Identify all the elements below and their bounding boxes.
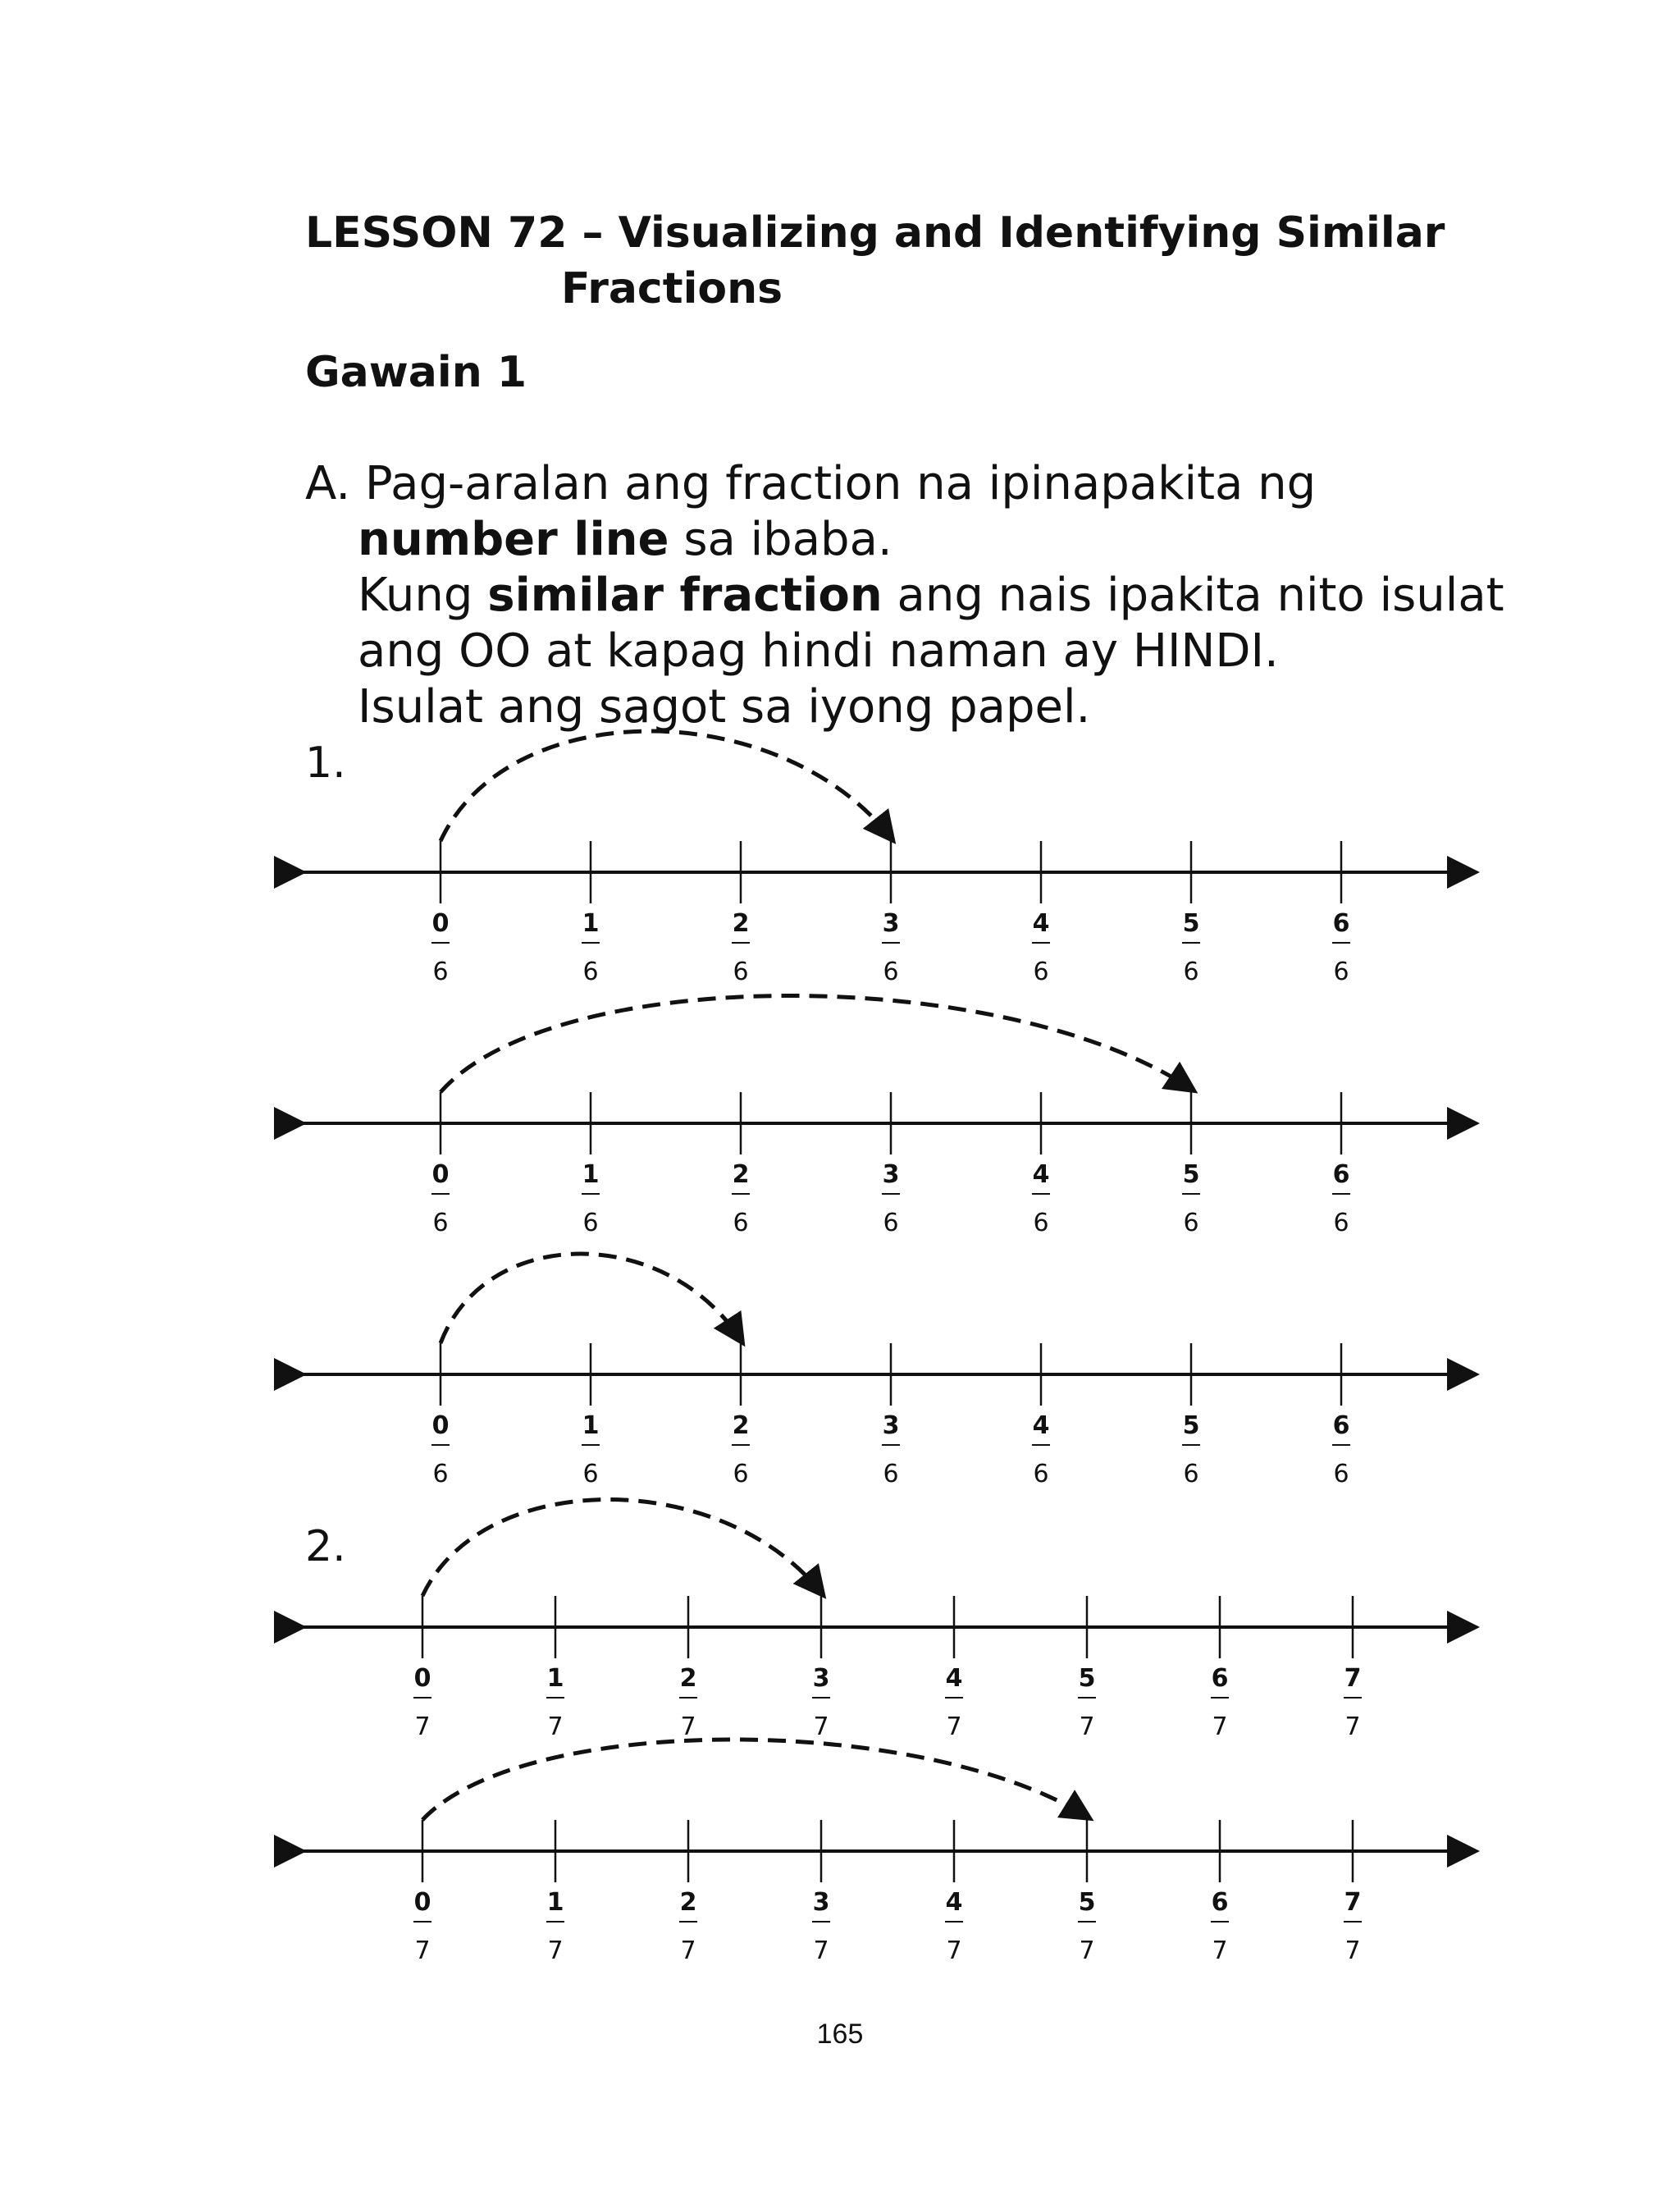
number-line (300, 1499, 1473, 1741)
lesson-title-line2: Fractions (561, 264, 783, 313)
fraction-numerator: 4 (945, 1664, 963, 1693)
item-number-1: 1. (305, 738, 346, 788)
fraction-numerator: 6 (1332, 1160, 1350, 1189)
dashed-jump-arrow (441, 1254, 741, 1343)
fraction-denominator: 7 (946, 1712, 962, 1741)
fraction-denominator: 6 (883, 1209, 899, 1237)
fraction-denominator: 7 (680, 1712, 696, 1741)
fraction-denominator: 7 (1212, 1712, 1228, 1741)
fraction-numerator: 3 (812, 1888, 830, 1917)
fraction-denominator: 6 (1333, 958, 1349, 986)
fraction-denominator: 6 (1033, 958, 1049, 986)
number-line (300, 995, 1473, 1237)
fraction-denominator: 6 (733, 1460, 749, 1488)
fraction-denominator: 7 (813, 1712, 829, 1741)
fraction-denominator: 7 (813, 1936, 829, 1965)
fraction-denominator: 7 (547, 1936, 564, 1965)
fraction-denominator: 6 (883, 958, 899, 986)
fraction-denominator: 6 (1183, 1460, 1199, 1488)
fraction-denominator: 6 (1333, 1460, 1349, 1488)
fraction-denominator: 7 (946, 1936, 962, 1965)
fraction-denominator: 7 (414, 1936, 431, 1965)
fraction-numerator: 1 (546, 1664, 564, 1693)
fraction-numerator: 3 (882, 909, 900, 938)
fraction-numerator: 6 (1211, 1664, 1229, 1693)
fraction-denominator: 6 (1183, 958, 1199, 986)
fraction-denominator: 6 (883, 1460, 899, 1488)
fraction-numerator: 2 (679, 1664, 697, 1693)
fraction-numerator: 0 (431, 1160, 450, 1189)
fraction-numerator: 4 (945, 1888, 963, 1917)
fraction-denominator: 6 (432, 958, 449, 986)
fraction-numerator: 1 (582, 1411, 600, 1440)
fraction-numerator: 6 (1332, 1411, 1350, 1440)
instruction-line3-rest: ang nais ipakita nito isulat (882, 569, 1504, 622)
number-line (300, 1740, 1473, 1965)
fraction-numerator: 3 (812, 1664, 830, 1693)
lesson-title-line1: LESSON 72 – Visualizing and Identifying Similar (305, 208, 1445, 258)
dashed-jump-arrow (422, 1499, 821, 1596)
number-line (300, 1254, 1473, 1488)
fraction-denominator: 6 (1333, 1209, 1349, 1237)
instruction-line5: Isulat ang sagot sa iyong papel. (358, 680, 1091, 734)
fraction-numerator: 5 (1182, 1160, 1200, 1189)
fraction-denominator: 6 (733, 958, 749, 986)
fraction-numerator: 2 (679, 1888, 697, 1917)
fraction-numerator: 2 (732, 1160, 750, 1189)
fraction-numerator: 1 (582, 1160, 600, 1189)
fraction-denominator: 7 (1344, 1936, 1361, 1965)
fraction-denominator: 6 (1033, 1460, 1049, 1488)
fraction-numerator: 1 (582, 909, 600, 938)
fraction-numerator: 0 (413, 1888, 431, 1917)
fraction-numerator: 4 (1032, 909, 1050, 938)
page-number: 165 (816, 2019, 864, 2050)
fraction-denominator: 6 (582, 1460, 599, 1488)
fraction-numerator: 2 (732, 1411, 750, 1440)
fraction-numerator: 5 (1078, 1888, 1096, 1917)
fraction-numerator: 5 (1182, 1411, 1200, 1440)
fraction-numerator: 0 (431, 1411, 450, 1440)
instruction-line1: A. Pag-aralan ang fraction na ipinapakita ng (305, 457, 1317, 510)
fraction-denominator: 6 (432, 1460, 449, 1488)
activity-heading: Gawain 1 (305, 348, 527, 397)
item-number-2: 2. (305, 1522, 346, 1571)
fraction-numerator: 5 (1182, 909, 1200, 938)
fraction-denominator: 7 (1212, 1936, 1228, 1965)
fraction-denominator: 7 (1344, 1712, 1361, 1741)
fraction-numerator: 7 (1344, 1888, 1362, 1917)
fraction-numerator: 6 (1211, 1888, 1229, 1917)
fraction-numerator: 0 (431, 909, 450, 938)
fraction-numerator: 6 (1332, 909, 1350, 938)
fraction-denominator: 6 (582, 958, 599, 986)
fraction-denominator: 7 (547, 1712, 564, 1741)
fraction-numerator: 1 (546, 1888, 564, 1917)
fraction-denominator: 7 (1079, 1712, 1095, 1741)
fraction-denominator: 6 (733, 1209, 749, 1237)
instruction-line4: ang OO at kapag hindi naman ay HINDI. (358, 624, 1279, 678)
fraction-denominator: 6 (582, 1209, 599, 1237)
fraction-numerator: 2 (732, 909, 750, 938)
keyword-similar-fraction: similar fraction (487, 569, 883, 622)
instruction-line2-rest: sa ibaba. (669, 513, 892, 566)
fraction-numerator: 3 (882, 1411, 900, 1440)
fraction-numerator: 4 (1032, 1160, 1050, 1189)
fraction-numerator: 5 (1078, 1664, 1096, 1693)
dashed-jump-arrow (441, 731, 891, 841)
fraction-denominator: 6 (1033, 1209, 1049, 1237)
number-line (300, 731, 1473, 986)
fraction-numerator: 0 (413, 1664, 431, 1693)
fraction-numerator: 7 (1344, 1664, 1362, 1693)
dashed-jump-arrow (441, 995, 1191, 1092)
fraction-numerator: 4 (1032, 1411, 1050, 1440)
fraction-denominator: 7 (680, 1936, 696, 1965)
fraction-denominator: 7 (1079, 1936, 1095, 1965)
keyword-number-line: number line (358, 513, 669, 566)
fraction-denominator: 6 (1183, 1209, 1199, 1237)
fraction-numerator: 3 (882, 1160, 900, 1189)
instruction-line3-start: Kung (358, 569, 488, 622)
fraction-denominator: 7 (414, 1712, 431, 1741)
dashed-jump-arrow (422, 1740, 1087, 1820)
fraction-denominator: 6 (432, 1209, 449, 1237)
